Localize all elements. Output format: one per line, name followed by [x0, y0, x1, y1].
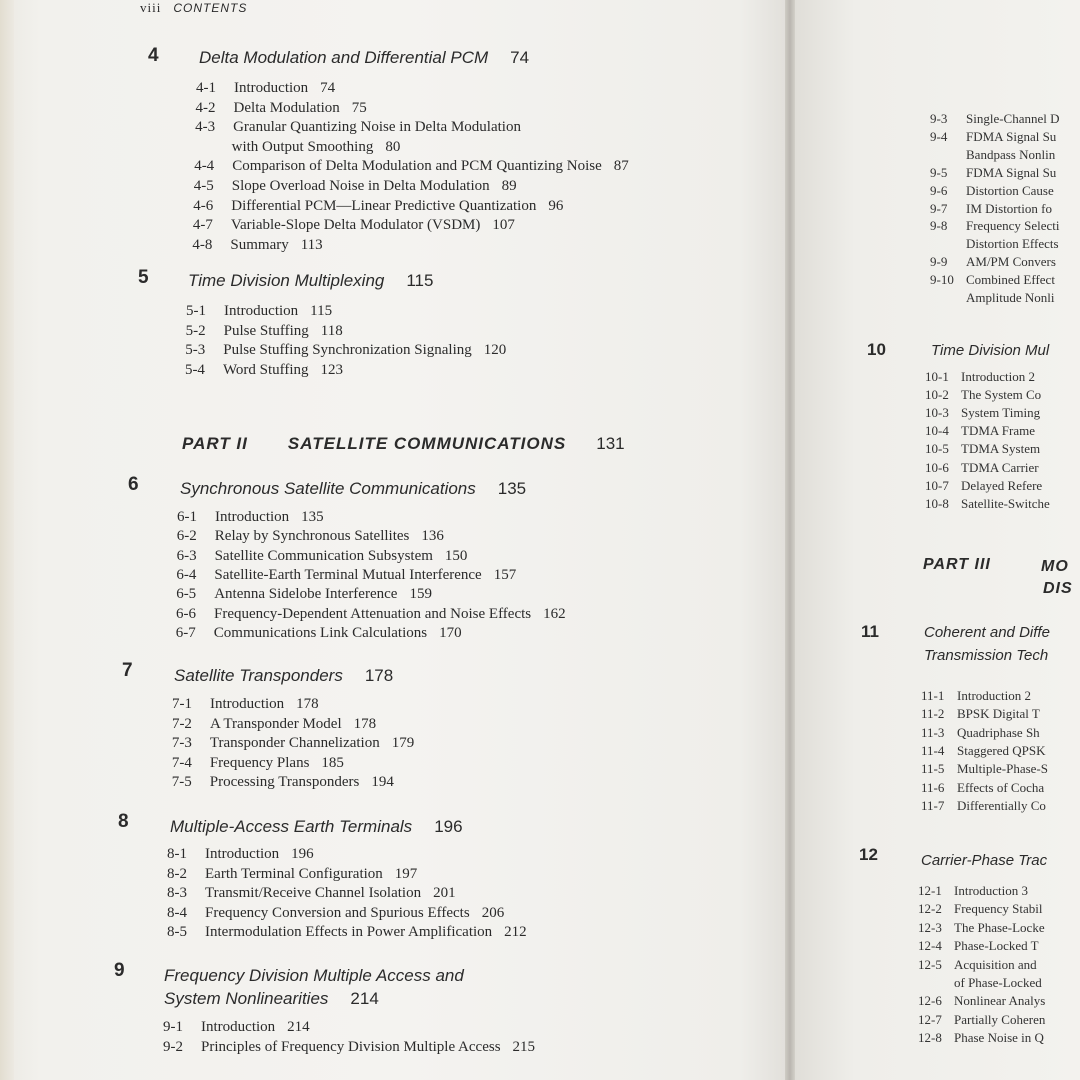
section-title: FDMA Signal Su — [966, 164, 1057, 180]
section-number: 10-7 — [925, 477, 949, 493]
page-edge — [0, 0, 14, 1080]
toc-section-row — [921, 688, 1031, 704]
toc-section-row — [925, 387, 1041, 403]
toc-section-row — [930, 218, 1060, 234]
section-title: Introduction 3 — [954, 883, 1029, 898]
section-title: Antenna Sidelobe Interference — [214, 586, 398, 603]
section-page: 194 — [371, 774, 394, 791]
toc-section-row — [192, 237, 322, 254]
toc-section-row — [930, 183, 1054, 199]
section-page: 74 — [320, 80, 336, 96]
toc-section-row — [930, 129, 1056, 145]
section-number: 12-8 — [918, 1030, 942, 1046]
section-title: Frequency Conversion and Spurious Effects — [205, 904, 470, 921]
part-label: PART II — [182, 434, 248, 453]
chapter-number: 10 — [867, 340, 886, 359]
toc-section-row — [925, 369, 1035, 385]
toc-section-row — [966, 147, 1055, 163]
toc-section-row — [232, 139, 401, 156]
toc-section-row — [925, 405, 1040, 421]
section-number: 10-1 — [925, 369, 949, 384]
section-page: 87 — [613, 158, 629, 175]
section-title: Processing Transponders — [209, 774, 360, 791]
section-page: 120 — [483, 342, 507, 358]
section-title: Comparison of Delta Modulation and PCM Quantizing Noise — [232, 158, 602, 175]
section-number: 12-7 — [918, 1011, 942, 1027]
toc-section-row — [167, 885, 456, 902]
section-title: Word Stuffing — [222, 361, 309, 378]
section-page: 201 — [433, 885, 456, 902]
section-title: Relay by Synchronous Satellites — [214, 528, 410, 545]
section-page: 150 — [444, 547, 468, 564]
section-number: 8-2 — [167, 865, 187, 882]
chapter-title-line — [170, 816, 463, 838]
toc-section-row — [196, 80, 335, 97]
toc-section-row — [167, 866, 417, 883]
chapter-title-line — [180, 478, 526, 500]
section-number: 10-6 — [925, 459, 949, 475]
section-number: 11-3 — [921, 724, 945, 740]
toc-section-row — [167, 924, 527, 941]
toc-section-row — [177, 528, 444, 545]
toc-section-row — [172, 735, 414, 752]
section-title: Introduction — [215, 509, 290, 525]
toc-section-row — [176, 586, 432, 603]
section-title: IM Distortion fo — [966, 200, 1052, 216]
section-number: 7-2 — [171, 715, 192, 732]
section-title: TDMA Carrier — [961, 459, 1039, 475]
chapter-number: 7 — [122, 660, 133, 681]
section-title: FDMA Signal Su — [966, 128, 1057, 144]
toc-section-row — [921, 780, 1044, 796]
section-number: 12-1 — [918, 883, 942, 898]
chapter-title-line-2: Transmission Tech — [924, 647, 1049, 664]
section-number: 7-1 — [172, 696, 192, 712]
section-number: 5-2 — [185, 322, 206, 339]
section-page: 214 — [287, 1019, 310, 1035]
section-number: 9-4 — [930, 128, 948, 144]
section-title: Introduction — [205, 846, 280, 862]
toc-section-row — [177, 509, 324, 526]
section-title: Intermodulation Effects in Power Amplification — [205, 924, 493, 941]
toc-section-row — [930, 254, 1056, 270]
chapter-title: Delta Modulation and Differential PCM — [199, 48, 489, 67]
chapter-number: 12 — [859, 845, 878, 864]
section-number: 8-4 — [167, 904, 187, 921]
toc-section-row — [966, 236, 1059, 252]
toc-section-row — [167, 846, 314, 863]
toc-section-row — [196, 100, 367, 117]
section-number: 6-4 — [176, 566, 197, 583]
section-title: Transmit/Receive Channel Isolation — [205, 885, 422, 902]
toc-section-row — [194, 178, 517, 195]
section-title: Introduction — [201, 1019, 276, 1035]
section-number: 6-6 — [176, 605, 196, 622]
toc-section-row — [921, 725, 1040, 741]
part-2-heading — [182, 434, 625, 454]
section-page: 96 — [548, 197, 564, 214]
toc-section-row — [176, 567, 516, 584]
section-number: 12-5 — [918, 956, 942, 972]
header-title: CONTENTS — [173, 1, 248, 15]
section-number: 6-3 — [176, 547, 197, 564]
chapter-number: 4 — [148, 45, 159, 66]
section-number: 9-1 — [163, 1019, 183, 1035]
section-number: 5-4 — [184, 361, 205, 378]
chapter-number: 9 — [114, 960, 125, 981]
section-title: Amplitude Nonli — [966, 290, 1055, 305]
section-page: 135 — [301, 509, 324, 525]
section-number: 4-8 — [192, 236, 213, 253]
section-title: Nonlinear Analys — [954, 993, 1046, 1009]
section-title: Pulse Stuffing — [223, 322, 309, 339]
section-number: 4-1 — [196, 80, 216, 96]
section-number: 10-8 — [925, 495, 949, 511]
section-number: 9-9 — [930, 254, 948, 270]
section-number: 8-5 — [167, 924, 187, 941]
section-title: Phase Noise in Q — [954, 1030, 1044, 1046]
section-title: Multiple-Phase-S — [957, 761, 1048, 777]
section-title: The System Co — [961, 387, 1042, 403]
section-number: 8-1 — [167, 846, 187, 862]
section-page: 123 — [320, 361, 344, 378]
section-title: Introduction 2 — [961, 369, 1036, 384]
section-number: 4-4 — [194, 158, 215, 175]
section-number: 5-3 — [185, 342, 206, 358]
section-title: Combined Effect — [966, 272, 1055, 288]
chapter-title: Synchronous Satellite Communications — [180, 479, 476, 498]
toc-section-row — [925, 460, 1039, 476]
section-page: 113 — [300, 236, 323, 253]
section-title: Introduction — [234, 80, 309, 96]
section-title: The Phase-Locke — [954, 919, 1045, 935]
section-title: Distortion Cause — [966, 182, 1054, 198]
section-page: 170 — [439, 624, 462, 641]
toc-section-row — [925, 478, 1042, 494]
toc-section-row — [925, 496, 1050, 512]
toc-section-row — [172, 774, 394, 791]
toc-section-row — [921, 761, 1048, 777]
chapter-title: System Nonlinearities — [164, 989, 329, 1008]
running-header — [140, 0, 247, 16]
toc-section-row — [185, 342, 506, 359]
section-title: Principles of Frequency Division Multiple Access — [201, 1039, 501, 1055]
section-title: Staggered QPSK — [957, 742, 1046, 758]
toc-section-row — [163, 1039, 535, 1056]
section-page: 212 — [504, 924, 527, 941]
section-number: 7-3 — [171, 735, 192, 752]
chapter-page: 214 — [350, 989, 379, 1008]
chapter-number: 6 — [128, 474, 139, 495]
toc-section-row — [930, 272, 1055, 288]
section-number: 9-10 — [930, 272, 954, 288]
section-title: Frequency Selecti — [966, 218, 1060, 234]
chapter-title: Time Division Mul — [931, 342, 1050, 359]
toc-section-row — [918, 901, 1042, 917]
section-number: 9-2 — [163, 1039, 183, 1055]
chapter-title: Multiple-Access Earth Terminals — [170, 817, 413, 836]
section-number: 5-1 — [186, 303, 206, 319]
section-number: 9-5 — [930, 164, 948, 180]
chapter-page: 178 — [364, 666, 394, 685]
section-number: 9-6 — [930, 182, 948, 198]
section-title: System Timing — [961, 405, 1041, 421]
section-title: Bandpass Nonlin — [966, 146, 1056, 162]
section-page: 206 — [481, 904, 505, 921]
section-number: 12-6 — [918, 993, 942, 1009]
section-title: Satellite-Switche — [961, 495, 1050, 511]
section-page: 115 — [310, 303, 333, 319]
section-title: Differential PCM—Linear Predictive Quantization — [231, 197, 537, 214]
toc-section-row — [930, 165, 1056, 181]
section-title: Satellite Communication Subsystem — [214, 547, 433, 564]
section-title: Differentially Co — [957, 797, 1046, 813]
section-page: 118 — [320, 322, 343, 339]
toc-section-row — [918, 938, 1039, 954]
section-title: Quadriphase Sh — [957, 724, 1040, 740]
section-title: Introduction 2 — [957, 688, 1032, 703]
toc-section-row — [193, 198, 563, 215]
section-number: 4-5 — [193, 178, 214, 194]
section-number: 11-4 — [921, 742, 945, 758]
section-number: 9-3 — [930, 111, 948, 126]
section-title: Distortion Effects — [966, 236, 1059, 252]
section-number: 10-4 — [925, 423, 949, 439]
section-number: 9-7 — [930, 200, 948, 216]
section-page: 215 — [512, 1039, 536, 1055]
toc-section-row — [176, 625, 462, 642]
toc-section-row — [177, 548, 468, 565]
section-number: 11-2 — [921, 706, 945, 722]
section-number: 4-3 — [195, 119, 216, 136]
chapter-number: 8 — [118, 811, 129, 832]
section-title: Effects of Cocha — [957, 779, 1045, 795]
chapter-number: 5 — [138, 267, 149, 288]
section-title: TDMA Frame — [961, 423, 1036, 439]
section-title: Pulse Stuffing Synchronization Signaling — [223, 342, 472, 358]
section-title: Delta Modulation — [233, 99, 340, 116]
section-page: 80 — [385, 138, 401, 155]
section-number: 6-2 — [176, 528, 197, 545]
section-number: 9-8 — [930, 218, 948, 234]
toc-section-row — [918, 993, 1045, 1009]
toc-section-row — [930, 111, 1060, 127]
part-title-line-2: DIS — [1043, 580, 1073, 597]
chapter-title-line — [199, 47, 529, 69]
section-number: 11-5 — [921, 761, 945, 777]
toc-section-row — [930, 201, 1052, 217]
section-title: of Phase-Locked — [954, 975, 1042, 990]
toc-section-row — [163, 1019, 310, 1036]
toc-section-row — [186, 323, 343, 340]
section-title: A Transponder Model — [209, 715, 342, 732]
toc-section-row — [921, 743, 1045, 759]
section-number: 8-3 — [167, 885, 187, 902]
part-title-line-1: MO — [1041, 558, 1069, 575]
section-title: Frequency-Dependent Attenuation and Noise Effects — [214, 605, 532, 622]
section-title: Variable-Slope Delta Modulator (VSDM) — [230, 217, 481, 234]
section-number: 11-1 — [921, 688, 945, 703]
right-page — [795, 0, 1080, 1080]
section-number: 6-1 — [177, 509, 197, 525]
chapter-page: 74 — [510, 48, 530, 67]
section-page: 179 — [391, 735, 415, 752]
chapter-page: 135 — [497, 479, 527, 498]
section-title: Introduction — [224, 303, 299, 319]
section-title: Communications Link Calculations — [213, 624, 428, 641]
header-page-number: viii — [140, 0, 162, 15]
section-title: Phase-Locked T — [954, 938, 1039, 954]
toc-section-row — [921, 798, 1046, 814]
section-title: Frequency Plans — [209, 754, 310, 771]
toc-section-row — [966, 290, 1054, 306]
section-page: 107 — [492, 217, 515, 234]
section-page: 75 — [351, 99, 367, 116]
toc-section-row — [186, 303, 332, 320]
part-label: PART III — [923, 556, 991, 573]
toc-section-row — [918, 1030, 1044, 1046]
section-number: 10-5 — [925, 441, 949, 457]
section-title: Delayed Refere — [961, 477, 1043, 493]
section-title: with Output Smoothing — [231, 138, 374, 155]
chapter-title: Time Division Multiplexing — [188, 271, 385, 290]
section-title: Slope Overload Noise in Delta Modulation — [231, 178, 490, 194]
section-number: 12-2 — [918, 901, 942, 917]
section-page: 136 — [421, 528, 444, 545]
toc-section-row — [172, 755, 344, 772]
chapter-title: Satellite Transponders — [174, 666, 343, 685]
toc-section-row — [194, 158, 629, 175]
section-title: Granular Quantizing Noise in Delta Modulation — [233, 119, 521, 136]
book-gutter — [785, 0, 795, 1080]
section-title: Summary — [230, 236, 289, 253]
section-number: 4-6 — [193, 197, 214, 214]
section-title: Frequency Stabil — [954, 901, 1043, 917]
section-title: Earth Terminal Configuration — [205, 865, 383, 882]
section-number: 11-7 — [921, 797, 945, 813]
section-page: 178 — [296, 696, 319, 712]
section-page: 159 — [409, 586, 432, 603]
section-page: 89 — [501, 178, 517, 194]
section-title: Introduction — [210, 696, 285, 712]
section-title: BPSK Digital T — [957, 706, 1040, 722]
section-page: 185 — [321, 754, 344, 771]
part-3-heading — [923, 556, 1073, 597]
toc-section-row — [176, 606, 566, 623]
toc-section-row — [193, 217, 515, 234]
section-number: 12-3 — [918, 919, 942, 935]
section-title: Partially Coheren — [954, 1011, 1046, 1027]
section-number: 4-2 — [195, 99, 216, 116]
section-number: 6-5 — [176, 586, 197, 603]
toc-section-row — [954, 975, 1042, 991]
chapter-number: 11 — [861, 622, 879, 641]
section-page: 178 — [353, 715, 377, 732]
section-page: 196 — [291, 846, 314, 862]
section-number: 10-3 — [925, 405, 949, 421]
chapter-page: 115 — [406, 271, 434, 290]
toc-section-row — [918, 883, 1028, 899]
section-number: 10-2 — [925, 387, 949, 403]
section-title: Transponder Channelization — [209, 735, 380, 752]
chapter-title-line-1: Frequency Division Multiple Access and — [164, 966, 464, 985]
chapter-title-line — [188, 270, 433, 292]
toc-section-row — [172, 716, 376, 733]
part-page: 131 — [596, 434, 625, 453]
toc-section-row — [921, 706, 1040, 722]
section-number: 12-4 — [918, 938, 942, 954]
section-title: TDMA System — [961, 441, 1041, 457]
chapter-title-line — [174, 665, 393, 687]
toc-section-row — [918, 920, 1045, 936]
section-number: 6-7 — [175, 624, 196, 641]
section-number: 7-5 — [171, 774, 192, 791]
section-title: AM/PM Convers — [966, 254, 1056, 270]
part-title: SATELLITE COMMUNICATIONS — [287, 434, 567, 453]
toc-section-row — [925, 423, 1035, 439]
chapter-title: Carrier-Phase Trac — [921, 852, 1048, 869]
section-title: Single-Channel D — [966, 111, 1060, 126]
toc-section-row — [918, 1012, 1045, 1028]
section-title: Satellite-Earth Terminal Mutual Interference — [214, 566, 482, 583]
toc-section-row — [925, 441, 1040, 457]
section-page: 162 — [543, 605, 566, 622]
chapter-title-line-2 — [164, 988, 379, 1010]
toc-section-row — [167, 905, 504, 922]
section-number: 4-7 — [192, 217, 213, 234]
chapter-title-line-1: Coherent and Diffe — [924, 624, 1050, 641]
toc-section-row — [918, 957, 1037, 973]
section-title: Acquisition and — [954, 956, 1037, 972]
toc-section-row — [185, 362, 343, 379]
section-page: 197 — [394, 865, 418, 882]
section-page: 157 — [493, 566, 517, 583]
section-number: 7-4 — [171, 754, 192, 771]
section-number: 11-6 — [921, 779, 945, 795]
chapter-page: 196 — [434, 817, 463, 836]
toc-section-row — [195, 119, 533, 136]
toc-section-row — [172, 696, 319, 713]
